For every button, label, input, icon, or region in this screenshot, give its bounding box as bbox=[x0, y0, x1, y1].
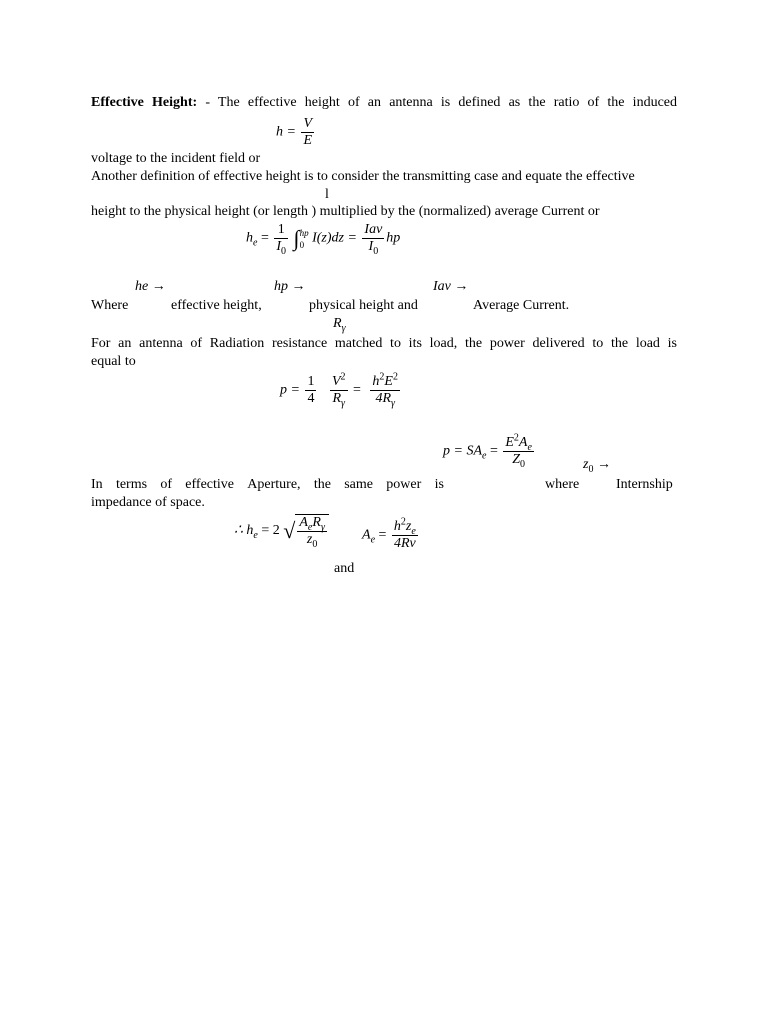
aperture-internship: Internship bbox=[616, 477, 673, 492]
eq4-num-b-sub: e bbox=[527, 441, 532, 453]
eq4-lhs-sub: e bbox=[482, 450, 487, 462]
eq5-den: z bbox=[306, 532, 313, 547]
eq3-eq-sign: = bbox=[353, 382, 361, 398]
integral-upper: hp bbox=[299, 227, 309, 238]
aperture-word: same bbox=[344, 477, 373, 492]
eq5-therefore-sub: e bbox=[253, 530, 258, 542]
another-definition-line: Another definition of effective height is to consider the transmitting case and equate the effective bbox=[91, 169, 635, 184]
eq2-integrand: I(z)dz = bbox=[312, 230, 357, 246]
eq3-f3-den-sub: γ bbox=[391, 397, 395, 409]
eq2-f2-den: I bbox=[368, 239, 374, 254]
eq5-den-sub: 0 bbox=[312, 538, 318, 550]
eq4-num-a-sup: 2 bbox=[513, 432, 519, 444]
height-line: height to the physical height (or length ) multiplied by the (normalized) average Current or bbox=[91, 204, 600, 219]
eq1-lhs: h = bbox=[276, 124, 296, 140]
eq4-den: Z bbox=[512, 452, 521, 467]
eq6-num-b: z bbox=[405, 519, 412, 534]
radiation-line-1: For an antenna of Radiation resistance matched to its load, the power delivered to the load is bbox=[91, 336, 677, 351]
symbol-hp: hp → bbox=[274, 279, 306, 294]
eq3-fraction-2 bbox=[330, 371, 348, 409]
voltage-line: voltage to the incident field or bbox=[91, 151, 261, 166]
integral-lower: 0 bbox=[299, 239, 305, 250]
eq3-fraction-3 bbox=[370, 371, 400, 409]
where-item-physical-height: physical height and bbox=[309, 298, 418, 313]
equation-ae bbox=[362, 516, 420, 552]
symbol-he: he → bbox=[135, 279, 166, 294]
eq2-eq-sign: = bbox=[260, 230, 269, 246]
eq3-f3-b: E bbox=[384, 374, 393, 389]
intro-line bbox=[91, 94, 677, 112]
radiation-resistance-symbol bbox=[333, 316, 346, 332]
eq3-f2-num-sup: 2 bbox=[340, 371, 346, 383]
aperture-word: is bbox=[434, 477, 444, 492]
eq2-lhs-sub: e bbox=[253, 237, 258, 249]
eq3-f1-den: 4 bbox=[307, 391, 315, 406]
eq6-fraction bbox=[392, 516, 418, 552]
eq6-den: 4Rv bbox=[393, 536, 416, 551]
eq2-f1-num: 1 bbox=[274, 222, 288, 239]
rr-r: R bbox=[333, 316, 342, 331]
z0-arrow bbox=[583, 457, 611, 473]
eq2-lhs: h bbox=[246, 230, 253, 246]
aperture-where: where bbox=[545, 477, 580, 492]
eq3-f3-den: 4R bbox=[375, 391, 391, 406]
eq5-num-a-sub: e bbox=[307, 521, 313, 533]
eq4-lhs: p = SA bbox=[443, 443, 482, 459]
eq2-f2-num: Iav bbox=[364, 222, 383, 237]
eq5-therefore: ∴ h bbox=[234, 523, 254, 539]
eq1-numerator: V bbox=[303, 116, 313, 131]
eq3-f3-a: h bbox=[372, 374, 380, 389]
eq2-f2-den-sub: 0 bbox=[373, 245, 379, 257]
aperture-word: of bbox=[160, 477, 173, 492]
symbol-iav: Iav → bbox=[433, 279, 469, 294]
eq3-f2-num: V bbox=[331, 374, 341, 389]
eq4-den-sub: 0 bbox=[520, 458, 526, 470]
eq4-eq-sign: = bbox=[489, 443, 498, 459]
eq1-fraction bbox=[301, 116, 314, 149]
eq5-num-b: R bbox=[312, 515, 321, 530]
sqrt-sign: √ bbox=[283, 518, 296, 543]
eq3-f2-den-sub: γ bbox=[341, 397, 345, 409]
eq1-denominator: E bbox=[303, 133, 313, 148]
eq6-num-a: h bbox=[393, 519, 401, 534]
equation-he-sqrt bbox=[234, 514, 329, 548]
eq2-fraction-1 bbox=[274, 222, 288, 255]
z0-sub: 0 bbox=[588, 463, 594, 475]
eq2-f1-den: I bbox=[276, 239, 282, 254]
eq6-lhs-sub: e bbox=[370, 534, 376, 546]
equation-power-load bbox=[280, 371, 402, 409]
section-heading: Effective Height: bbox=[91, 95, 198, 110]
eq6-num-b-sub: e bbox=[411, 525, 416, 537]
aperture-line-1 bbox=[91, 476, 444, 494]
stray-mark: l bbox=[325, 187, 329, 202]
eq3-lhs: p = bbox=[280, 382, 300, 398]
aperture-word: power bbox=[386, 477, 422, 492]
where-label: Where bbox=[91, 298, 129, 313]
eq3-f2-den: R bbox=[332, 391, 342, 406]
eq4-num-b: A bbox=[518, 435, 528, 450]
aperture-line-2: impedance of space. bbox=[91, 495, 205, 510]
equation-effective-height-integral bbox=[246, 222, 400, 255]
eq4-fraction bbox=[503, 432, 534, 470]
equation-power-aperture bbox=[443, 432, 536, 470]
eq5-fraction bbox=[297, 515, 327, 548]
eq6-lhs: A bbox=[362, 527, 371, 543]
aperture-word: terms bbox=[115, 477, 148, 492]
aperture-word: the bbox=[313, 477, 331, 492]
eq6-num-a-sup: 2 bbox=[400, 516, 406, 528]
and-text: and bbox=[334, 561, 355, 576]
eq6-eq-sign: = bbox=[378, 527, 387, 543]
eq3-f3-a-sup: 2 bbox=[379, 371, 385, 383]
integral-sign: ∫ bbox=[293, 225, 300, 251]
eq5-num-b-sub: γ bbox=[320, 521, 325, 533]
aperture-word: effective bbox=[185, 477, 235, 492]
eq2-fraction-2 bbox=[362, 222, 384, 255]
where-item-average-current: Average Current. bbox=[473, 298, 570, 313]
eq4-num-a: E bbox=[505, 435, 514, 450]
aperture-word: Aperture, bbox=[247, 477, 301, 492]
sqrt-radicand bbox=[295, 514, 329, 548]
eq3-f3-b-sup: 2 bbox=[392, 371, 398, 383]
eq5-num-a: A bbox=[299, 515, 308, 530]
rr-sub: γ bbox=[341, 322, 346, 334]
eq2-tail: hp bbox=[386, 230, 401, 246]
radiation-line-2: equal to bbox=[91, 354, 136, 369]
equation-h-v-over-e bbox=[276, 116, 316, 149]
eq2-f1-den-sub: 0 bbox=[281, 245, 287, 257]
aperture-word: In bbox=[91, 477, 103, 492]
eq3-fraction-1 bbox=[305, 374, 316, 407]
where-item-effective-height: effective height, bbox=[171, 298, 262, 313]
z0-arrow-glyph: → bbox=[596, 457, 611, 472]
z0-z: z bbox=[583, 457, 589, 472]
eq5-eq-sign: = 2 bbox=[261, 523, 280, 539]
intro-text: - The effective height of an antenna is defined as the ratio of the induced bbox=[205, 95, 678, 110]
eq3-f1-num: 1 bbox=[307, 374, 315, 389]
